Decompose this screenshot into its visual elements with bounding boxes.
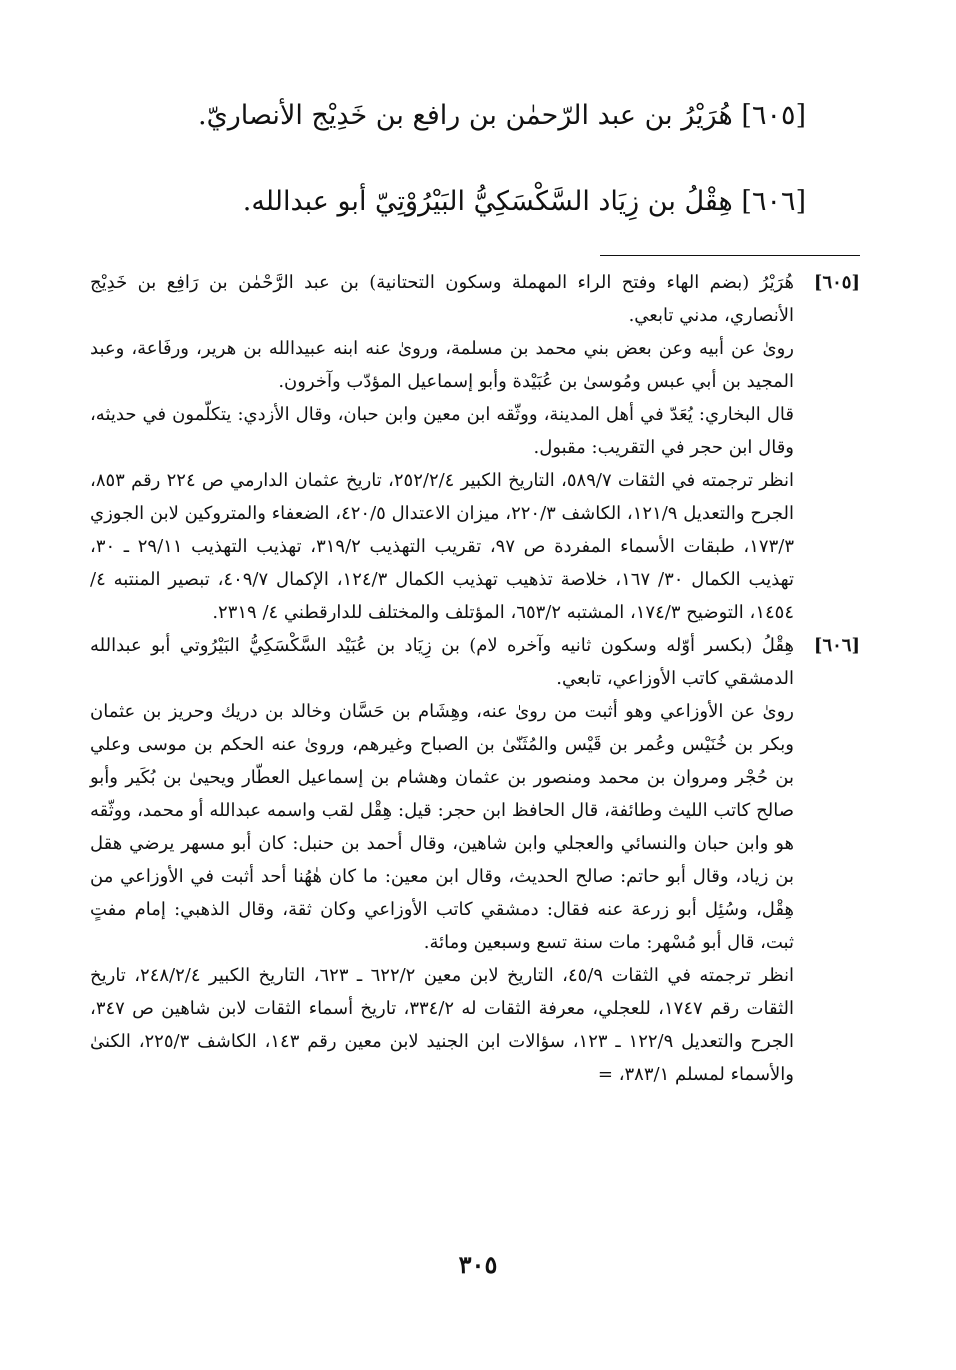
footnote-heading: هِقْلُ (بكسر أوّله وسكون ثانيه وآخره لام) بن زِيَاد بن عُبَيْد السَّكْسَكِيُّ البَيْرُوتي أبو عبدالله الدمشقي كاتب الأوزاعي، تابعي. xyxy=(90,635,794,689)
page-number: ٣٠٥ xyxy=(458,1250,498,1279)
footnotes-section xyxy=(90,266,860,1091)
footnote-separator xyxy=(600,255,860,256)
footnote-paragraph: روىٰ عن الأوزاعي وهو أثبت من روىٰ عنه، وهِشَام بن حَسَّان وخالد بن دريك وحريز بن عثمان وبكر بن خُنَيْس وعُمر بن قَيْس والمُثَنّىٰ بن الصباح وغيرهم، وروىٰ عنه الحكم بن موسى وعلي بن حُجْر ومروان بن محمد ومنصور بن عثمان وهشام بن إسماعيل العطّار ويحيىٰ بن بُكَير وأبو صالح كاتب الليث وطائفة، قال الحافظ ابن حجر: قيل: هِقْل لقب واسمه عبدالله أو محمد، ووثّقه هو وابن حبان والنسائي والعجلي وابن شاهين، وقال أحمد بن حنبل: كان أبو مسهر يرضي هقل بن زياد، وقال أبو حاتم: صالح الحديث، وقال ابن معين: ما كان هٰهُنا أحد أثبت في الأوزاعي من هِقْل، وسُئِل أبو زرعة عنه فقال: دمشقي كاتب الأوزاعي وكان ثقة، وقال الذهبي: إمام مفتٍ ثبت، قال أبو مُسْهر: مات سنة تسع وسبعين ومائة. xyxy=(90,701,794,953)
main-entry-605 xyxy=(186,96,806,136)
footnote-number: [٦٠٥] xyxy=(813,272,860,293)
entry-text: هُرَيْرُ بن عبد الرّحمٰن بن رافع بن خَدِيْج الأنصاريّ. xyxy=(198,100,733,131)
footnote-number: [٦٠٦] xyxy=(813,635,860,656)
footnote-paragraph: روىٰ عن أبيه وعن بعض بني محمد بن مسلمة، وروىٰ عنه ابنه عبيدالله بن هرير، ورفَاعة، وعبد المجيد بن أبي عبس ومُوسىٰ بن عُبَيْدة وأبو إسماعيل المؤدّب وآخرون. xyxy=(90,338,794,392)
footnote-606 xyxy=(90,629,860,1091)
entry-text: هِقْلُ بن زِيَاد السَّكْسَكِيُّ البَيْرُوْتِيّ أبو عبدالله. xyxy=(242,186,733,217)
footnote-references: انظر ترجمته في الثقات ٥٨٩/٧، التاريخ الكبير ٢٥٢/٢/٤، تاريخ عثمان الدارمي ص ٢٢٤ رقم ٨٥٣، الجرح والتعديل ١٢١/٩، الكاشف ٢٢٠/٣، ميزان الاعتدال ٤٢٠/٥، الضعفاء والمتروكين لابن الجوزي ١٧٣/٣، طبقات الأسماء المفردة ص ٩٧، تقريب التهذيب ٣١٩/٢، تهذيب التهذيب ٢٩/١١ ـ ٣٠، تهذيب الكمال ٣٠/ ١٦٧، خلاصة تذهيب تهذيب الكمال ١٢٤/٣، الإكمال ٤٠٩/٧، تبصير المنتبه ٤/ ١٤٥٤، التوضيح ١٧٤/٣، المشتبه ٦٥٣/٢، المؤتلف والمختلف للدارقطني ٤/ ٢٣١٩. xyxy=(90,470,794,623)
footnote-paragraph: قال البخاري: يُعَدّ في أهل المدينة، ووثّقه ابن معين وابن حبان، وقال الأزدي: يتكلّمون في حديثه، وقال ابن حجر في التقريب: مقبول. xyxy=(90,404,794,458)
footnote-heading: هُرَيْرُ (بضم الهاء وفتح الراء المهملة وسكون التحتانية) بن عبد الرَّحْمٰن بن رَافِع بن خَدِيْج الأنصاري، مدني تابعي. xyxy=(90,272,794,326)
entry-number: [٦٠٦] xyxy=(741,186,806,217)
footnote-references: انظر ترجمته في الثقات ٤٥/٩، التاريخ لابن معين ٦٢٢/٢ ـ ٦٢٣، التاريخ الكبير ٢٤٨/٢/٤، تاريخ الثقات رقم ١٧٤٧، للعجلي، معرفة الثقات له ٣٣٤/٢، تاريخ أسماء الثقات لابن شاهين ص ٣٤٧، الجرح والتعديل ١٢٢/٩ ـ ١٢٣، سؤالات ابن الجنيد لابن معين رقم ١٤٣، الكاشف ٢٢٥/٣، الكنىٰ والأسماء لمسلم ٣٨٣/١، = xyxy=(90,965,795,1085)
entry-number: [٦٠٥] xyxy=(741,100,806,131)
main-entry-606 xyxy=(186,182,806,222)
footnote-605 xyxy=(90,266,860,629)
